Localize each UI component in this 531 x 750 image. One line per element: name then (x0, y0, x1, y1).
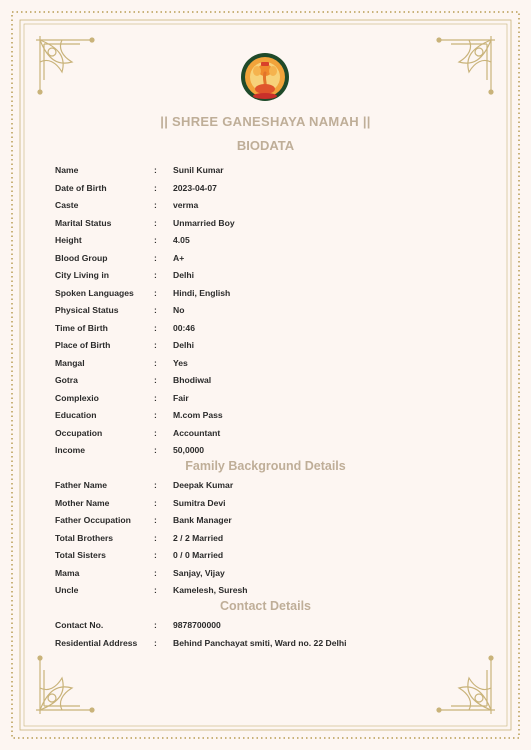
detail-row-education (0, 407, 531, 423)
detail-row-spoken-languages (0, 285, 531, 301)
row-value: verma (173, 200, 199, 210)
row-label: Blood Group (55, 252, 108, 263)
row-value: Delhi (173, 270, 195, 280)
row-label: Mama (55, 567, 80, 578)
row-value: Accountant (173, 427, 221, 438)
row-separator: : (154, 585, 157, 595)
corner-ornament-top-right-icon (437, 36, 495, 94)
row-label: Mother Name (55, 497, 110, 508)
row-separator: : (154, 497, 157, 508)
row-value: 2 / 2 Married (173, 532, 224, 543)
row-separator: : (154, 427, 157, 438)
detail-row-father-occupation (0, 512, 531, 528)
detail-row-name (0, 162, 531, 178)
detail-row-total-sisters (0, 547, 531, 563)
row-separator: : (154, 287, 157, 298)
row-label: Father Name (55, 480, 108, 490)
detail-row-city (0, 267, 531, 283)
detail-row-total-brothers (0, 530, 531, 546)
row-value: 50,0000 (173, 445, 205, 455)
row-separator: : (154, 165, 157, 175)
row-separator: : (154, 340, 157, 350)
contact-section-title: Contact Details (220, 599, 311, 613)
row-label: Spoken Languages (55, 287, 134, 298)
row-separator: : (154, 182, 157, 193)
row-label: Name (55, 165, 79, 175)
detail-row-caste (0, 197, 531, 213)
detail-row-date-of-birth (0, 180, 531, 196)
row-separator: : (154, 480, 157, 490)
row-label: Contact No. (55, 620, 104, 630)
row-label: Gotra (55, 375, 78, 385)
row-separator: : (154, 410, 157, 420)
detail-row-complexion (0, 390, 531, 406)
detail-row-uncle (0, 582, 531, 598)
detail-row-height (0, 232, 531, 248)
row-value: 4.05 (173, 235, 190, 245)
row-value: 9878700000 (173, 620, 221, 630)
row-label: Height (55, 235, 82, 245)
row-label: Date of Birth (55, 182, 107, 193)
row-separator: : (154, 252, 157, 263)
row-value: Kamelesh, Suresh (173, 585, 248, 595)
row-separator: : (154, 445, 157, 455)
row-separator: : (154, 392, 157, 403)
row-value: 2023-04-07 (173, 182, 217, 193)
row-value: Deepak Kumar (173, 480, 234, 490)
row-separator: : (154, 375, 157, 385)
row-label: Occupation (55, 427, 103, 438)
row-separator: : (154, 532, 157, 543)
row-value: M.com Pass (173, 410, 223, 420)
detail-row-mangal (0, 355, 531, 371)
detail-row-mama (0, 565, 531, 581)
family-section-title: Family Background Details (185, 459, 346, 473)
row-label: Mangal (55, 357, 85, 368)
row-label: Uncle (55, 585, 79, 595)
row-label: Caste (55, 200, 79, 210)
detail-row-father-name (0, 477, 531, 493)
row-label: Time of Birth (55, 322, 108, 333)
row-label: Complexio (55, 392, 99, 403)
corner-ornament-bottom-right-icon (437, 656, 495, 714)
row-separator: : (154, 270, 157, 280)
row-label: Education (55, 410, 97, 420)
row-value: Sanjay, Vijay (173, 567, 225, 578)
row-value: 00:46 (173, 322, 195, 333)
detail-row-physical-status (0, 302, 531, 318)
detail-row-mother-name (0, 495, 531, 511)
row-separator: : (154, 322, 157, 333)
row-value: Bank Manager (173, 515, 232, 525)
row-value: Yes (173, 357, 188, 368)
row-label: Place of Birth (55, 340, 111, 350)
mantra-heading: || SHREE GANESHAYA NAMAH || (160, 114, 371, 129)
row-value: 0 / 0 Married (173, 550, 224, 560)
row-value: Bhodiwal (173, 375, 212, 385)
ganesha-icon (239, 51, 291, 103)
row-label: Residential Address (55, 637, 138, 648)
row-label: Income (55, 445, 86, 455)
row-label: Father Occupation (55, 515, 131, 525)
corner-ornament-top-left-icon (36, 36, 94, 94)
row-separator: : (154, 620, 157, 630)
detail-row-place-of-birth (0, 337, 531, 353)
detail-row-income (0, 442, 531, 458)
row-label: Marital Status (55, 217, 112, 228)
row-separator: : (154, 637, 157, 648)
row-value: Fair (173, 392, 189, 403)
row-label: City Living in (55, 270, 109, 280)
row-value: Behind Panchayat smiti, Ward no. 22 Delhi (173, 637, 347, 648)
detail-row-gotra (0, 372, 531, 388)
row-separator: : (154, 357, 157, 368)
row-value: Delhi (173, 340, 195, 350)
row-value: A+ (173, 252, 185, 263)
detail-row-time-of-birth (0, 320, 531, 336)
row-label: Total Brothers (55, 532, 114, 543)
row-separator: : (154, 567, 157, 578)
row-value: Sumitra Devi (173, 497, 226, 508)
row-separator: : (154, 515, 157, 525)
row-separator: : (154, 200, 157, 210)
row-separator: : (154, 217, 157, 228)
row-value: No (173, 305, 185, 315)
row-separator: : (154, 550, 157, 560)
corner-ornament-bottom-left-icon (36, 656, 94, 714)
row-label: Total Sisters (55, 550, 106, 560)
detail-row-residential-address (0, 635, 531, 651)
detail-row-blood-group (0, 250, 531, 266)
row-separator: : (154, 235, 157, 245)
detail-row-contact-no (0, 617, 531, 633)
page-title: BIODATA (236, 138, 295, 153)
row-label: Physical Status (55, 305, 119, 315)
row-value: Sunil Kumar (173, 165, 224, 175)
detail-row-marital-status (0, 215, 531, 231)
row-separator: : (154, 305, 157, 315)
row-value: Unmarried Boy (173, 217, 235, 228)
row-value: Hindi, English (173, 287, 231, 298)
detail-row-occupation (0, 425, 531, 441)
